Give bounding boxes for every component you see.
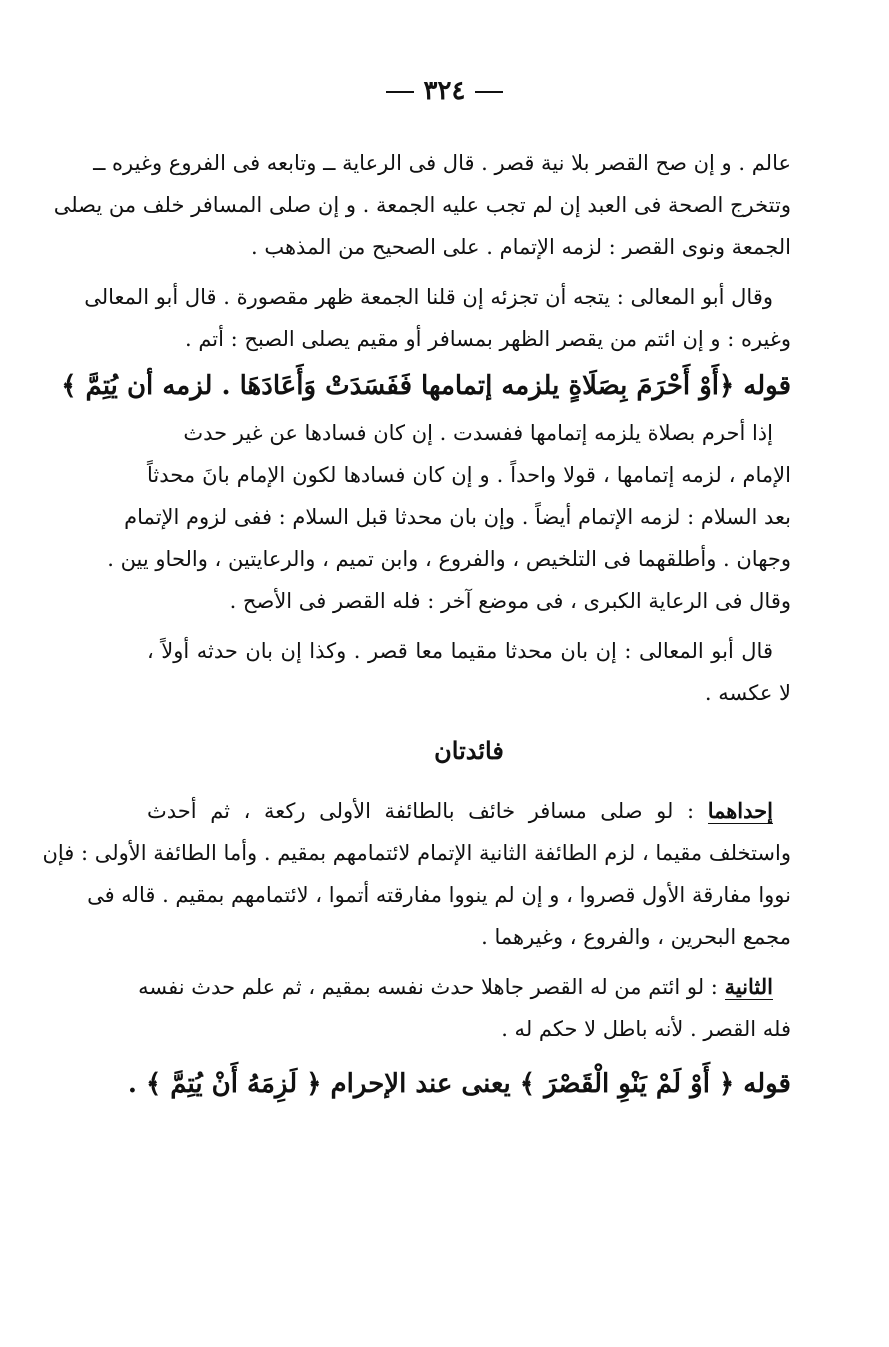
- text-line: واستخلف مقيما ، لزم الطائفة الثانية الإتمام لائتمامهم بمقيم . وأما الطائفة الأولى : فإن: [42, 841, 791, 865]
- text-line: الإمام ، لزمه إتمامها ، قولا واحداً . و إن كان فسادها لكون الإمام بانَ محدثاً: [147, 463, 791, 487]
- text-line: وقال فى الرعاية الكبرى ، فى موضع آخر : فله القصر فى الأصح .: [229, 589, 791, 613]
- paragraph: [107, 412, 791, 622]
- text-line: وجهان . وأطلقهما فى التلخيص ، والفروع ، وابن تميم ، والرعايتين ، والحاو يين .: [107, 547, 791, 571]
- quoted-text-1: قوله ﴿أَوْ أَحْرَمَ بِصَلَاةٍ يلزمه إتمامها فَفَسَدَتْ وَأَعَادَهَا . لزمه أن يُتِمَّ ﴾: [61, 371, 791, 401]
- text-line: إذا أحرم بصلاة يلزمه إتمامها ففسدت . إن كان فسادها عن غير حدث: [183, 421, 773, 445]
- text-line: [147, 790, 791, 832]
- dash-right: [475, 91, 503, 93]
- text-line: الجمعة ونوى القصر : لزمه الإتمام . على الصحيح من المذهب .: [251, 235, 791, 259]
- body-text: [42, 142, 791, 1110]
- paragraph: [53, 142, 791, 268]
- text-line: مجمع البحرين ، والفروع ، وغيرهما .: [481, 925, 791, 949]
- text-line: وتتخرج الصحة فى العبد إن لم تجب عليه الجمعة . و إن صلى المسافر خلف من يصلى: [53, 193, 791, 217]
- benefit-two-label: الثانية: [724, 974, 773, 999]
- text-line: بعد السلام : لزمه الإتمام أيضاً . وإن بان محدثا قبل السلام : ففى لزوم الإتمام: [124, 505, 791, 529]
- text-line: وقال أبو المعالى : يتجه أن تجزئه إن قلنا الجمعة ظهر مقصورة . قال أبو المعالى: [84, 285, 773, 309]
- text-line: [138, 966, 791, 1008]
- text-line: لا عكسه .: [704, 681, 791, 705]
- page-number: [0, 76, 889, 106]
- page-number-value: ٣٢٤: [423, 76, 466, 106]
- text-line: عالم . و إن صح القصر بلا نية قصر . قال فى الرعاية ــ وتابعه فى الفروع وغيره ــ: [93, 151, 791, 175]
- text-line: قال أبو المعالى : إن بان محدثا مقيما معا قصر . وكذا إن بان حدثه أولاً ،: [147, 639, 773, 663]
- benefit-one: [42, 790, 791, 958]
- benefit-two: [138, 966, 791, 1050]
- quoted-text-2: قوله ﴿ أَوْ لَمْ يَنْوِ الْقَصْرَ ﴾ يعنى عند الإحرام ﴿ لَزِمَهُ أَنْ يُتِمَّ ﴾ .: [127, 1069, 791, 1099]
- benefit-one-text: : لو صلى مسافر خائف بالطائفة الأولى ركعة ، ثم أحدث: [147, 799, 695, 823]
- benefit-two-text: : لو ائتم من له القصر جاهلا حدث نفسه بمقيم ، ثم علم حدث نفسه: [138, 975, 718, 999]
- text-line: وغيره : و إن ائتم من يقصر الظهر بمسافر أو مقيم يصلى الصبح : أتم .: [184, 327, 791, 351]
- text-line: فله القصر . لأنه باطل لا حكم له .: [501, 1017, 791, 1041]
- benefit-one-label: إحداهما: [707, 798, 773, 823]
- paragraph: [84, 276, 791, 360]
- section-heading: فائدتان: [434, 736, 504, 765]
- text-line: نووا مفارقة الأول قصروا ، و إن لم ينووا مفارقته أتموا ، لائتمامهم بمقيم . قاله فى: [87, 883, 791, 907]
- dash-left: [386, 91, 414, 93]
- paragraph: [147, 630, 791, 714]
